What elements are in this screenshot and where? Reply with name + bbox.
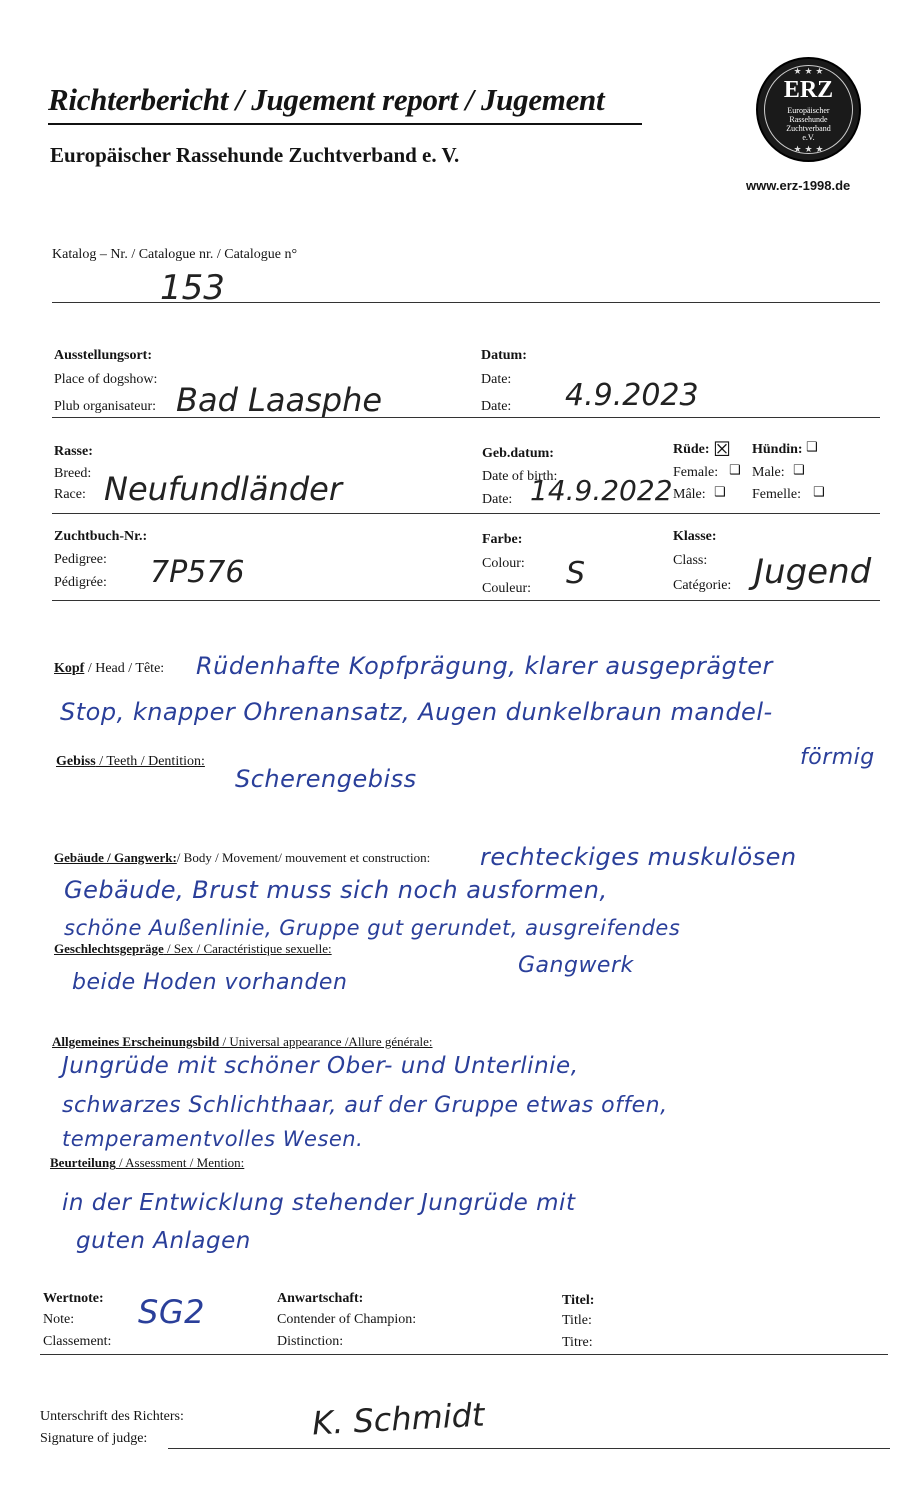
female-checkbox[interactable]: ❑ [806, 440, 818, 455]
assessment-line-1[interactable]: in der Entwicklung stehender Jungrüde mit [62, 1190, 576, 1216]
appearance-label-rest: / Universal appearance /Allure générale: [219, 1034, 433, 1049]
association-name: Europäischer Rassehunde Zuchtverband e. V. [50, 143, 460, 167]
judge-signature[interactable]: K. Schmidt [311, 1395, 486, 1443]
male-en-label: Male: [752, 465, 785, 480]
signature-label-de: Unterschrift des Richters: [40, 1409, 184, 1424]
pedigree-label-fr: Pédigrée: [54, 575, 107, 590]
appearance-line-3[interactable]: temperamentvolles Wesen. [62, 1127, 364, 1151]
erz-logo [756, 57, 861, 162]
website-url: www.erz-1998.de [746, 178, 851, 193]
pedigree-value[interactable]: 7P576 [150, 555, 245, 590]
logo-line: e.V. [802, 133, 815, 142]
logo-line: Rassehunde [789, 115, 828, 124]
head-line-3[interactable]: förmig [800, 745, 875, 770]
title-label-en: Title: [562, 1313, 592, 1328]
head-label-bold: Kopf [54, 661, 85, 676]
sex-label-rest: / Sex / Caractéristique sexuelle: [163, 941, 332, 956]
body-label-rest: / Body / Movement/ mouvement et construction: [176, 850, 431, 865]
breed-label-fr: Race: [54, 487, 86, 502]
pedigree-label-en: Pedigree: [54, 552, 107, 567]
breed-line [52, 513, 880, 514]
femelle-checkbox[interactable]: ❑ [813, 485, 825, 500]
logo-star-icon: ★ ★ ★ [793, 145, 824, 155]
colour-value[interactable]: S [566, 556, 586, 591]
grade-label-fr: Classement: [43, 1334, 112, 1349]
head-label [54, 661, 164, 677]
assessment-line-2[interactable]: guten Anlagen [76, 1228, 251, 1254]
body-line-2[interactable]: Gebäude, Brust muss sich noch ausformen, [64, 876, 608, 904]
date-value[interactable]: 4.9.2023 [565, 378, 699, 413]
logo-line: Europäischer [787, 106, 830, 115]
catalogue-label: Katalog – Nr. / Catalogue nr. / Catalogue n° [52, 247, 298, 262]
birth-label-fr: Date: [482, 492, 513, 507]
date-label-en: Date: [481, 372, 512, 387]
title-label-fr: Titre: [562, 1335, 593, 1350]
female-label: Hündin: [752, 442, 803, 457]
colour-label-en: Colour: [482, 556, 525, 571]
birth-value[interactable]: 14.9.2022 [530, 474, 673, 507]
catalogue-value[interactable]: 153 [160, 268, 225, 308]
logo-star-icon: ★ ★ ★ [793, 67, 824, 77]
show-label-fr: Plub organisateur: [54, 399, 157, 414]
male-label: Rüde: [673, 442, 710, 457]
show-label-en: Place of dogshow: [54, 372, 158, 387]
body-line-3[interactable]: schöne Außenlinie, Gruppe gut gerundet, ausgreifendes [64, 916, 681, 940]
appearance-line-2[interactable]: schwarzes Schlichthaar, auf der Gruppe etwas offen, [62, 1093, 668, 1118]
body-label-bold: Gebäude / Gangwerk: [54, 850, 177, 865]
teeth-label-bold: Gebiss [56, 754, 96, 769]
male-en-checkbox[interactable]: ❑ [793, 463, 805, 478]
signature-line [168, 1448, 890, 1449]
report-title: Richterbericht / Jugement report / Jugement [48, 82, 605, 117]
signature-label-en: Signature of judge: [40, 1431, 148, 1446]
head-label-rest: / Head / Tête: [84, 661, 165, 676]
champion-label-de: Anwartschaft: [277, 1291, 364, 1306]
colour-label-de: Farbe: [482, 532, 523, 547]
class-label-en: Class: [673, 553, 708, 568]
teeth-label [56, 754, 205, 770]
head-line-2[interactable]: Stop, knapper Ohrenansatz, Augen dunkelbraun mandel- [60, 698, 773, 726]
class-label-fr: Catégorie: [673, 578, 732, 593]
title-underline [48, 123, 642, 125]
grade-value[interactable]: SG2 [138, 1293, 205, 1331]
teeth-label-rest: / Teeth / Dentition: [95, 754, 205, 769]
class-label-de: Klasse: [673, 529, 717, 544]
body-label [54, 850, 430, 866]
assessment-label-rest: / Assessment / Mention: [115, 1155, 245, 1170]
champion-label-en: Contender of Champion: [277, 1312, 417, 1327]
date-label-fr: Date: [481, 399, 512, 414]
catalogue-line [52, 302, 880, 303]
grade-line [40, 1354, 888, 1355]
teeth-value[interactable]: Scherengebiss [235, 765, 417, 793]
breed-label-de: Rasse: [54, 444, 93, 459]
date-label-de: Datum: [481, 348, 527, 363]
logo-line: Zuchtverband [786, 124, 831, 133]
head-line-1[interactable]: Rüdenhafte Kopfprägung, klarer ausgeprägter [196, 652, 773, 680]
show-value[interactable]: Bad Laasphe [176, 381, 383, 419]
sex-label [54, 941, 332, 957]
appearance-label-bold: Allgemeines Erscheinungsbild [52, 1034, 220, 1049]
female-en-label: Female: [673, 465, 719, 480]
assessment-label-bold: Beurteilung [50, 1155, 116, 1170]
appearance-line-1[interactable]: Jungrüde mit schöner Ober- und Unterlinie, [62, 1053, 579, 1079]
colour-label-fr: Couleur: [482, 581, 531, 596]
show-line [52, 417, 880, 418]
body-line-4[interactable]: Gangwerk [518, 953, 634, 978]
female-en-checkbox[interactable]: ❑ [729, 463, 741, 478]
male-fr-checkbox[interactable]: ❑ [714, 485, 726, 500]
grade-label-de: Wertnote: [43, 1291, 104, 1306]
birth-label-en: Date of birth: [482, 469, 558, 484]
title-label-de: Titel: [562, 1293, 595, 1308]
sex-label-bold: Geschlechtsgepräge [54, 941, 164, 956]
body-line-1[interactable]: rechteckiges muskulösen [480, 843, 797, 871]
male-checkbox-checked[interactable]: ☒ [713, 437, 731, 461]
male-fr-label: Mâle: [673, 487, 706, 502]
assessment-label [50, 1155, 244, 1171]
femelle-label: Femelle: [752, 487, 801, 502]
breed-label-en: Breed: [54, 466, 92, 481]
breed-value[interactable]: Neufundländer [104, 470, 342, 508]
grade-label-en: Note: [43, 1312, 75, 1327]
champion-label-fr: Distinction: [277, 1334, 344, 1349]
pedigree-line [52, 600, 880, 601]
birth-label-de: Geb.datum: [482, 446, 554, 461]
sex-value[interactable]: beide Hoden vorhanden [72, 970, 348, 995]
pedigree-label-de: Zuchtbuch-Nr.: [54, 529, 148, 544]
show-label-de: Ausstellungsort: [54, 348, 153, 363]
appearance-label [52, 1034, 433, 1050]
class-value[interactable]: Jugend [754, 552, 872, 592]
logo-abbr: ERZ [783, 77, 834, 103]
